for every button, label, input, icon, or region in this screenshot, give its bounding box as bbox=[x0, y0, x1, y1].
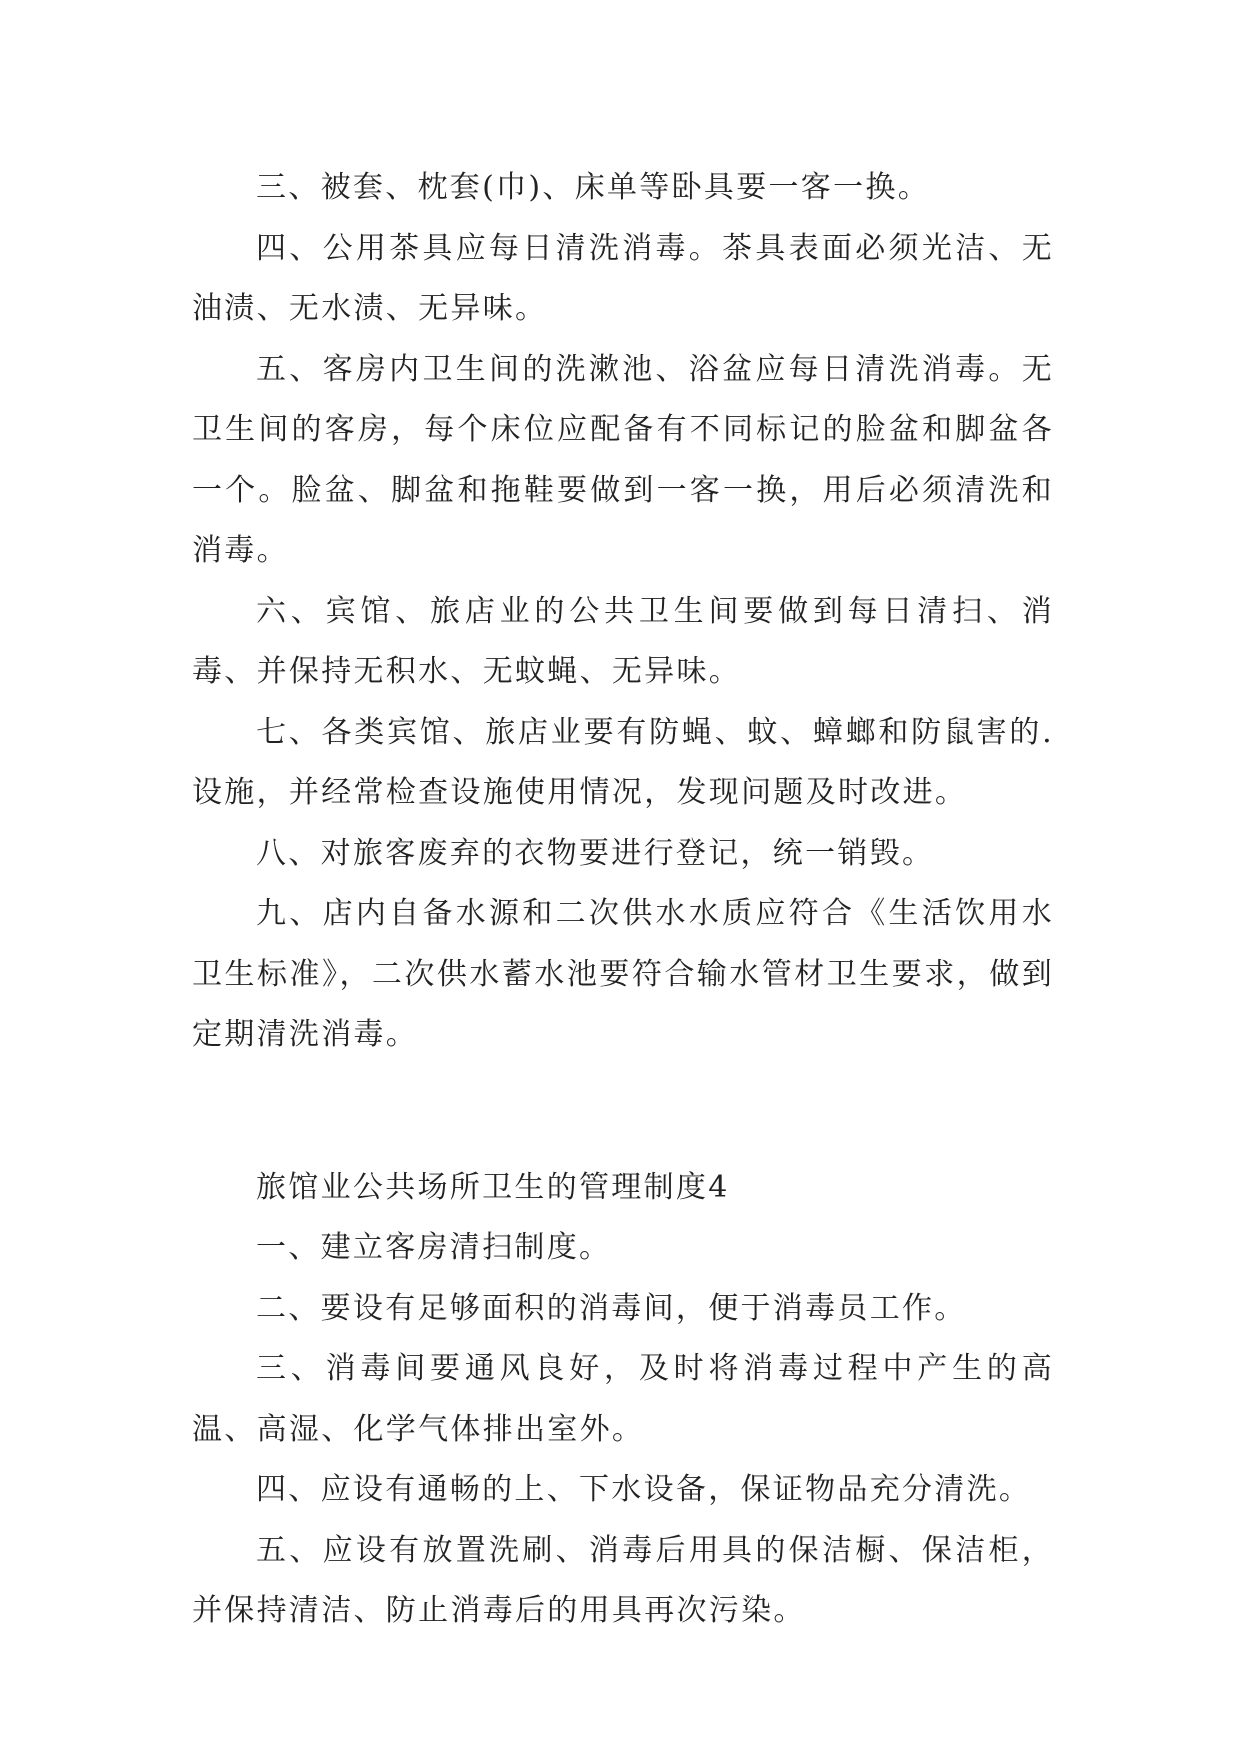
paragraph-water-supply: 九、店内自备水源和二次供水水质应符合《生活饮用水卫生标准》，二次供水蓄水池要符合输水管材卫生要求，做到定期清洗消毒。 bbox=[192, 896, 1054, 1052]
paragraph-pest-control: 七、各类宾馆、旅店业要有防蝇、蚊、蟑螂和防鼠害的.设施，并经常检查设施使用情况，发现问题及时改进。 bbox=[192, 714, 1054, 810]
paragraph-disinfection-room: 二、要设有足够面积的消毒间，便于消毒员工作。 bbox=[256, 1290, 967, 1326]
document-body bbox=[192, 158, 1054, 1642]
paragraph-bathroom: 五、客房内卫生间的洗漱池、浴盆应每日清洗消毒。无卫生间的客房，每个床位应配备有不同标记的脸盆和脚盆各一个。脸盆、脚盆和拖鞋要做到一客一换，用后必须清洗和消毒。 bbox=[192, 351, 1054, 568]
section-title: 旅馆业公共场所卫生的管理制度4 bbox=[256, 1169, 730, 1205]
paragraph-ventilation: 三、消毒间要通风良好，及时将消毒过程中产生的高温、高湿、化学气体排出室外。 bbox=[192, 1351, 1054, 1447]
paragraph-storage-cabinet: 五、应设有放置洗刷、消毒后用具的保洁橱、保洁柜，并保持清洁、防止消毒后的用具再次污染。 bbox=[192, 1532, 1054, 1628]
paragraph-public-toilet: 六、宾馆、旅店业的公共卫生间要做到每日清扫、消毒、并保持无积水、无蚊蝇、无异味。 bbox=[192, 593, 1054, 689]
paragraph-bedding: 三、被套、枕套(巾)、床单等卧具要一客一换。 bbox=[256, 170, 931, 205]
paragraph-waste-clothing: 八、对旅客废弃的衣物要进行登记，统一销毁。 bbox=[256, 835, 935, 871]
section-gap bbox=[192, 1066, 1054, 1158]
paragraph-tea-set: 四、公用茶具应每日清洗消毒。茶具表面必须光洁、无油渍、无水渍、无异味。 bbox=[192, 230, 1054, 326]
paragraph-water-equipment: 四、应设有通畅的上、下水设备，保证物品充分清洗。 bbox=[256, 1472, 1032, 1507]
paragraph-cleaning-system: 一、建立客房清扫制度。 bbox=[256, 1230, 612, 1265]
